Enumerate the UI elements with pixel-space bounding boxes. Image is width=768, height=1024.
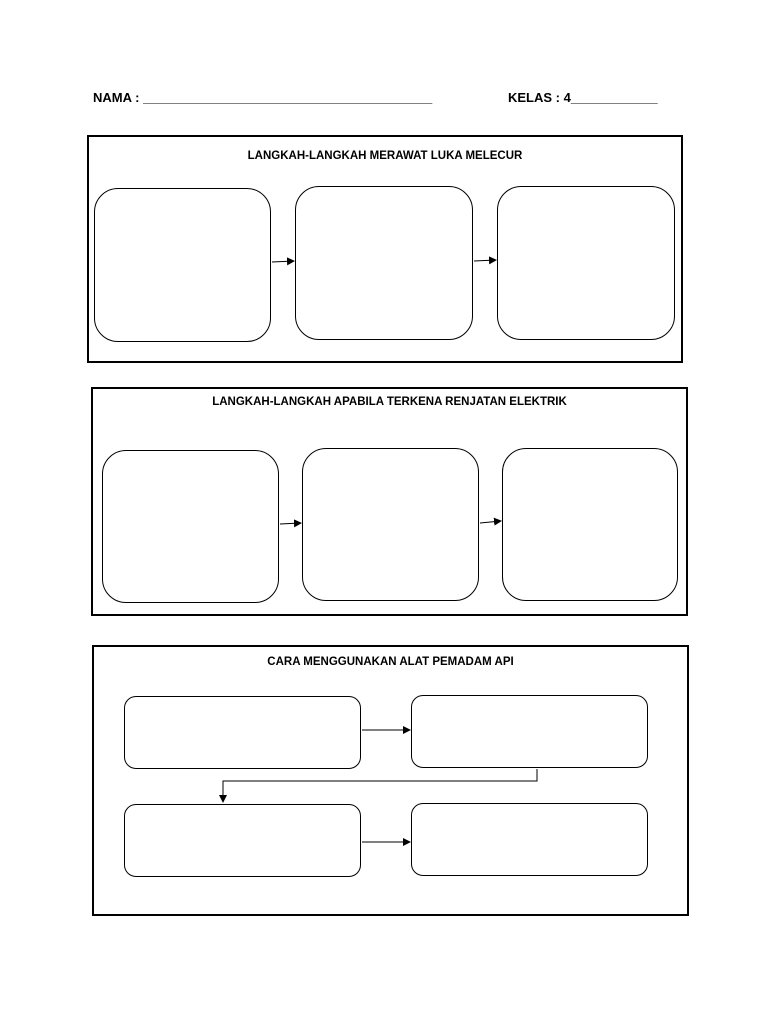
panel-title: CARA MENGGUNAKAN ALAT PEMADAM API: [267, 656, 514, 668]
step-box-1[interactable]: [124, 696, 361, 769]
class-field-label: KELAS : 4____________: [508, 90, 658, 105]
step-box-1[interactable]: [102, 450, 279, 603]
step-box-4[interactable]: [411, 803, 648, 876]
step-box-3[interactable]: [124, 804, 361, 877]
panel-title: LANGKAH-LANGKAH APABILA TERKENA RENJATAN ELEKTRIK: [212, 396, 567, 408]
step-box-3[interactable]: [502, 448, 678, 601]
step-box-2[interactable]: [295, 186, 473, 340]
step-box-2[interactable]: [411, 695, 648, 768]
step-box-2[interactable]: [302, 448, 479, 601]
panel-title: LANGKAH-LANGKAH MERAWAT LUKA MELECUR: [247, 150, 523, 162]
name-field-label: NAMA : ________________________________________: [93, 90, 433, 105]
step-box-1[interactable]: [94, 188, 271, 342]
step-box-3[interactable]: [497, 186, 675, 340]
